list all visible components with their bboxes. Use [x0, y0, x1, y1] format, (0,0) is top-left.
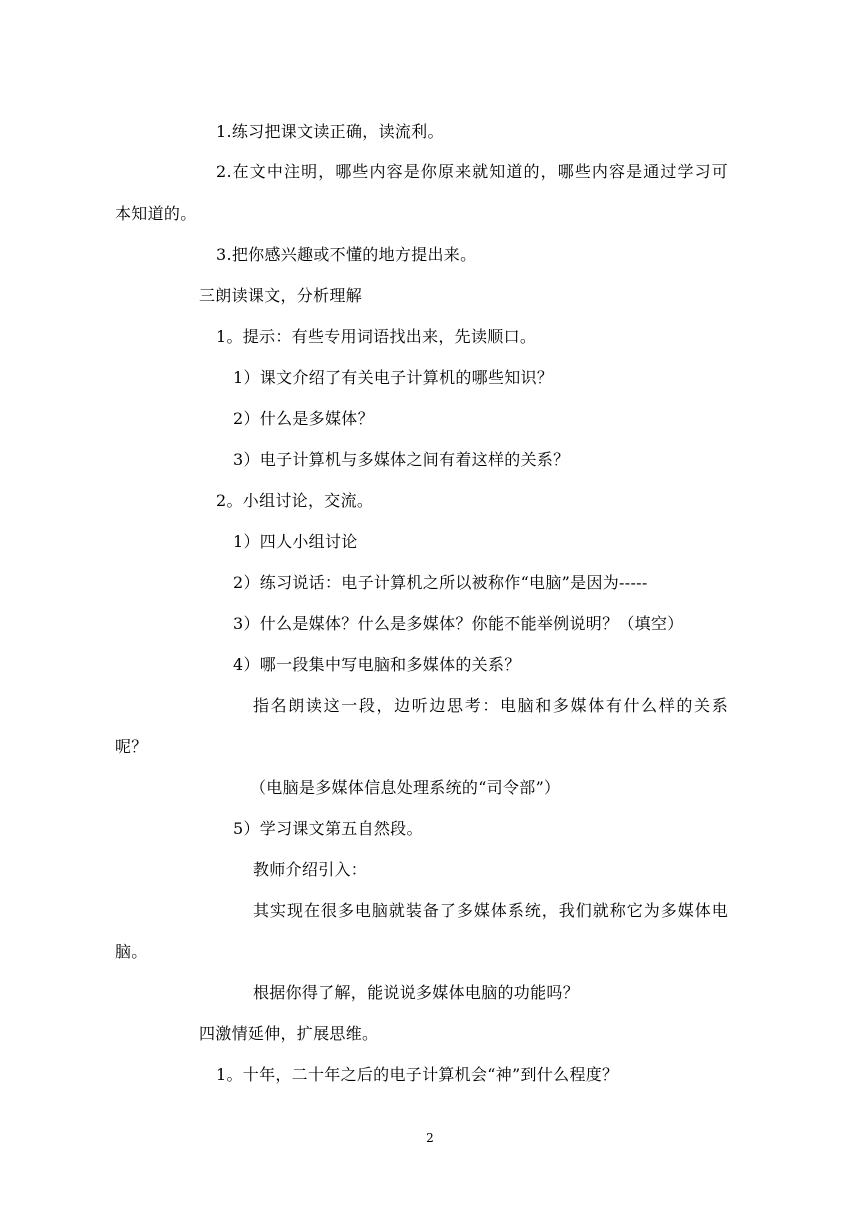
list-item-hint: 1。提示：有些专用词语找出来，先读顺口。 — [216, 327, 537, 346]
sub-item-speaking-practice: 2）练习说话：电子计算机之所以被称作“电脑”是因为----- — [233, 573, 648, 592]
paragraph-teacher-intro: 教师介绍引入： — [253, 860, 368, 879]
sub-item-which-paragraph: 4）哪一段集中写电脑和多媒体的关系？ — [233, 655, 521, 674]
paragraph-answer-note: （电脑是多媒体信息处理系统的“司令部”） — [250, 778, 561, 797]
paragraph-read-aloud-continued: 呢？ — [115, 737, 148, 756]
page-number: 2 — [426, 1131, 434, 1145]
list-item-group-discussion: 2。小组讨论，交流。 — [216, 491, 374, 510]
sub-item-relationship: 3）电子计算机与多媒体之间有着这样的关系？ — [233, 450, 570, 469]
sub-item-computer-knowledge: 1）课文介绍了有关电子计算机的哪些知识？ — [233, 368, 554, 387]
list-item-practice-reading: 1.练习把课文读正确，读流利。 — [216, 122, 444, 141]
paragraph-multimedia-computer: 其实现在很多电脑就装备了多媒体系统，我们就称它为多媒体电 — [253, 901, 728, 920]
paragraph-multimedia-computer-continued: 脑。 — [115, 942, 148, 961]
sub-item-fifth-paragraph: 5）学习课文第五自然段。 — [233, 819, 423, 838]
list-item-annotate-text: 2.在文中注明，哪些内容是你原来就知道的，哪些内容是通过学习可 — [216, 162, 728, 181]
paragraph-read-aloud: 指名朗读这一段，边听边思考：电脑和多媒体有什么样的关系 — [253, 696, 728, 715]
section-heading-extend-thinking: 四激情延伸，扩展思维。 — [199, 1024, 379, 1043]
section-heading-read-analyze: 三朗读课文，分析理解 — [199, 286, 363, 305]
list-item-annotate-text-continued: 本知道的。 — [115, 204, 197, 223]
sub-item-media-examples: 3）什么是媒体？什么是多媒体？你能不能举例说明？（填空） — [233, 614, 684, 633]
sub-item-what-is-multimedia: 2）什么是多媒体？ — [233, 409, 374, 428]
paragraph-functions-question: 根据你得了解，能说说多媒体电脑的功能吗？ — [253, 983, 580, 1002]
list-item-raise-questions: 3.把你感兴趣或不懂的地方提出来。 — [216, 245, 477, 264]
sub-item-four-person-group: 1）四人小组讨论 — [233, 532, 358, 551]
list-item-future-computers: 1。十年，二十年之后的电子计算机会“神”到什么程度？ — [216, 1065, 619, 1084]
